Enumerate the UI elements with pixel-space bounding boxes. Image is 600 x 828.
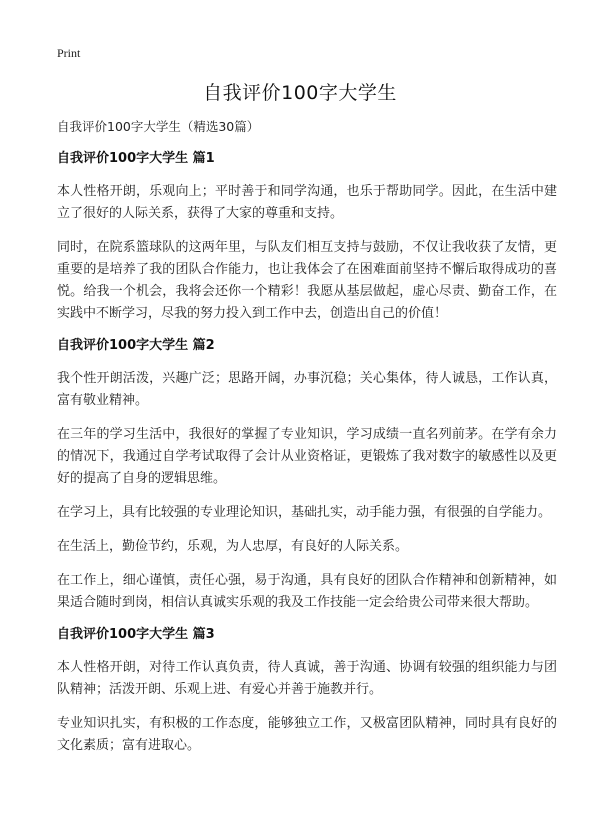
paragraph: 在工作上，细心谨慎，责任心强，易于沟通，具有良好的团队合作精神和创新精神，如果适合随时到岗，相信认真诚实乐观的我及工作技能一定会给贵公司带来很大帮助。 <box>57 573 557 610</box>
section-3 <box>57 626 557 757</box>
section-heading: 自我评价100字大学生 篇3 <box>57 627 215 642</box>
paragraph: 本人性格开朗，乐观向上；平时善于和同学沟通，也乐于帮助同学。因此，在生活中建立了很好的人际关系，获得了大家的尊重和支持。 <box>57 184 557 221</box>
paragraph: 在三年的学习生活中，我很好的掌握了专业知识，学习成绩一直名列前茅。在学有余力的情况下，我通过自学考试取得了会计从业资格证，更锻炼了我对数字的敏感性以及更好的提高了自身的逻辑思维。 <box>57 427 557 486</box>
document-subtitle: 自我评价100字大学生（精选30篇） <box>57 119 260 134</box>
paragraph: 在生活上，勤俭节约，乐观，为人忠厚，有良好的人际关系。 <box>57 539 409 554</box>
paragraph: 同时，在院系篮球队的这两年里，与队友们相互支持与鼓励，不仅让我收获了友情，更重要的是培养了我的团队合作能力，也让我体会了在困难面前坚持不懈后取得成功的喜悦。给我一个机会，我将会还你一个精彩！我愿从基层做起，虚心尽责、勤奋工作，在实践中不断学习，尽我的努力投入到工作中去，创造出自己的价值！ <box>57 240 557 321</box>
page-title: 自我评价100字大学生 <box>203 82 397 104</box>
section-1 <box>57 150 557 325</box>
section-2 <box>57 337 557 614</box>
section-heading: 自我评价100字大学生 篇2 <box>57 338 215 353</box>
document-body <box>57 118 557 769</box>
paragraph: 在学习上，具有比较强的专业理论知识，基础扎实，动手能力强，有很强的自学能力。 <box>57 505 552 520</box>
print-link[interactable]: Print <box>57 46 81 60</box>
section-heading: 自我评价100字大学生 篇1 <box>57 151 215 166</box>
paragraph: 本人性格开朗，对待工作认真负责，待人真诚，善于沟通、协调有较强的组织能力与团队精神；活泼开朗、乐观上进、有爱心并善于施教并行。 <box>57 660 557 697</box>
paragraph: 我个性开朗活泼，兴趣广泛；思路开阔，办事沉稳；关心集体，待人诚恳，工作认真，富有敬业精神。 <box>57 371 557 408</box>
paragraph: 专业知识扎实，有积极的工作态度，能够独立工作，又极富团队精神，同时具有良好的文化素质；富有进取心。 <box>57 716 557 753</box>
